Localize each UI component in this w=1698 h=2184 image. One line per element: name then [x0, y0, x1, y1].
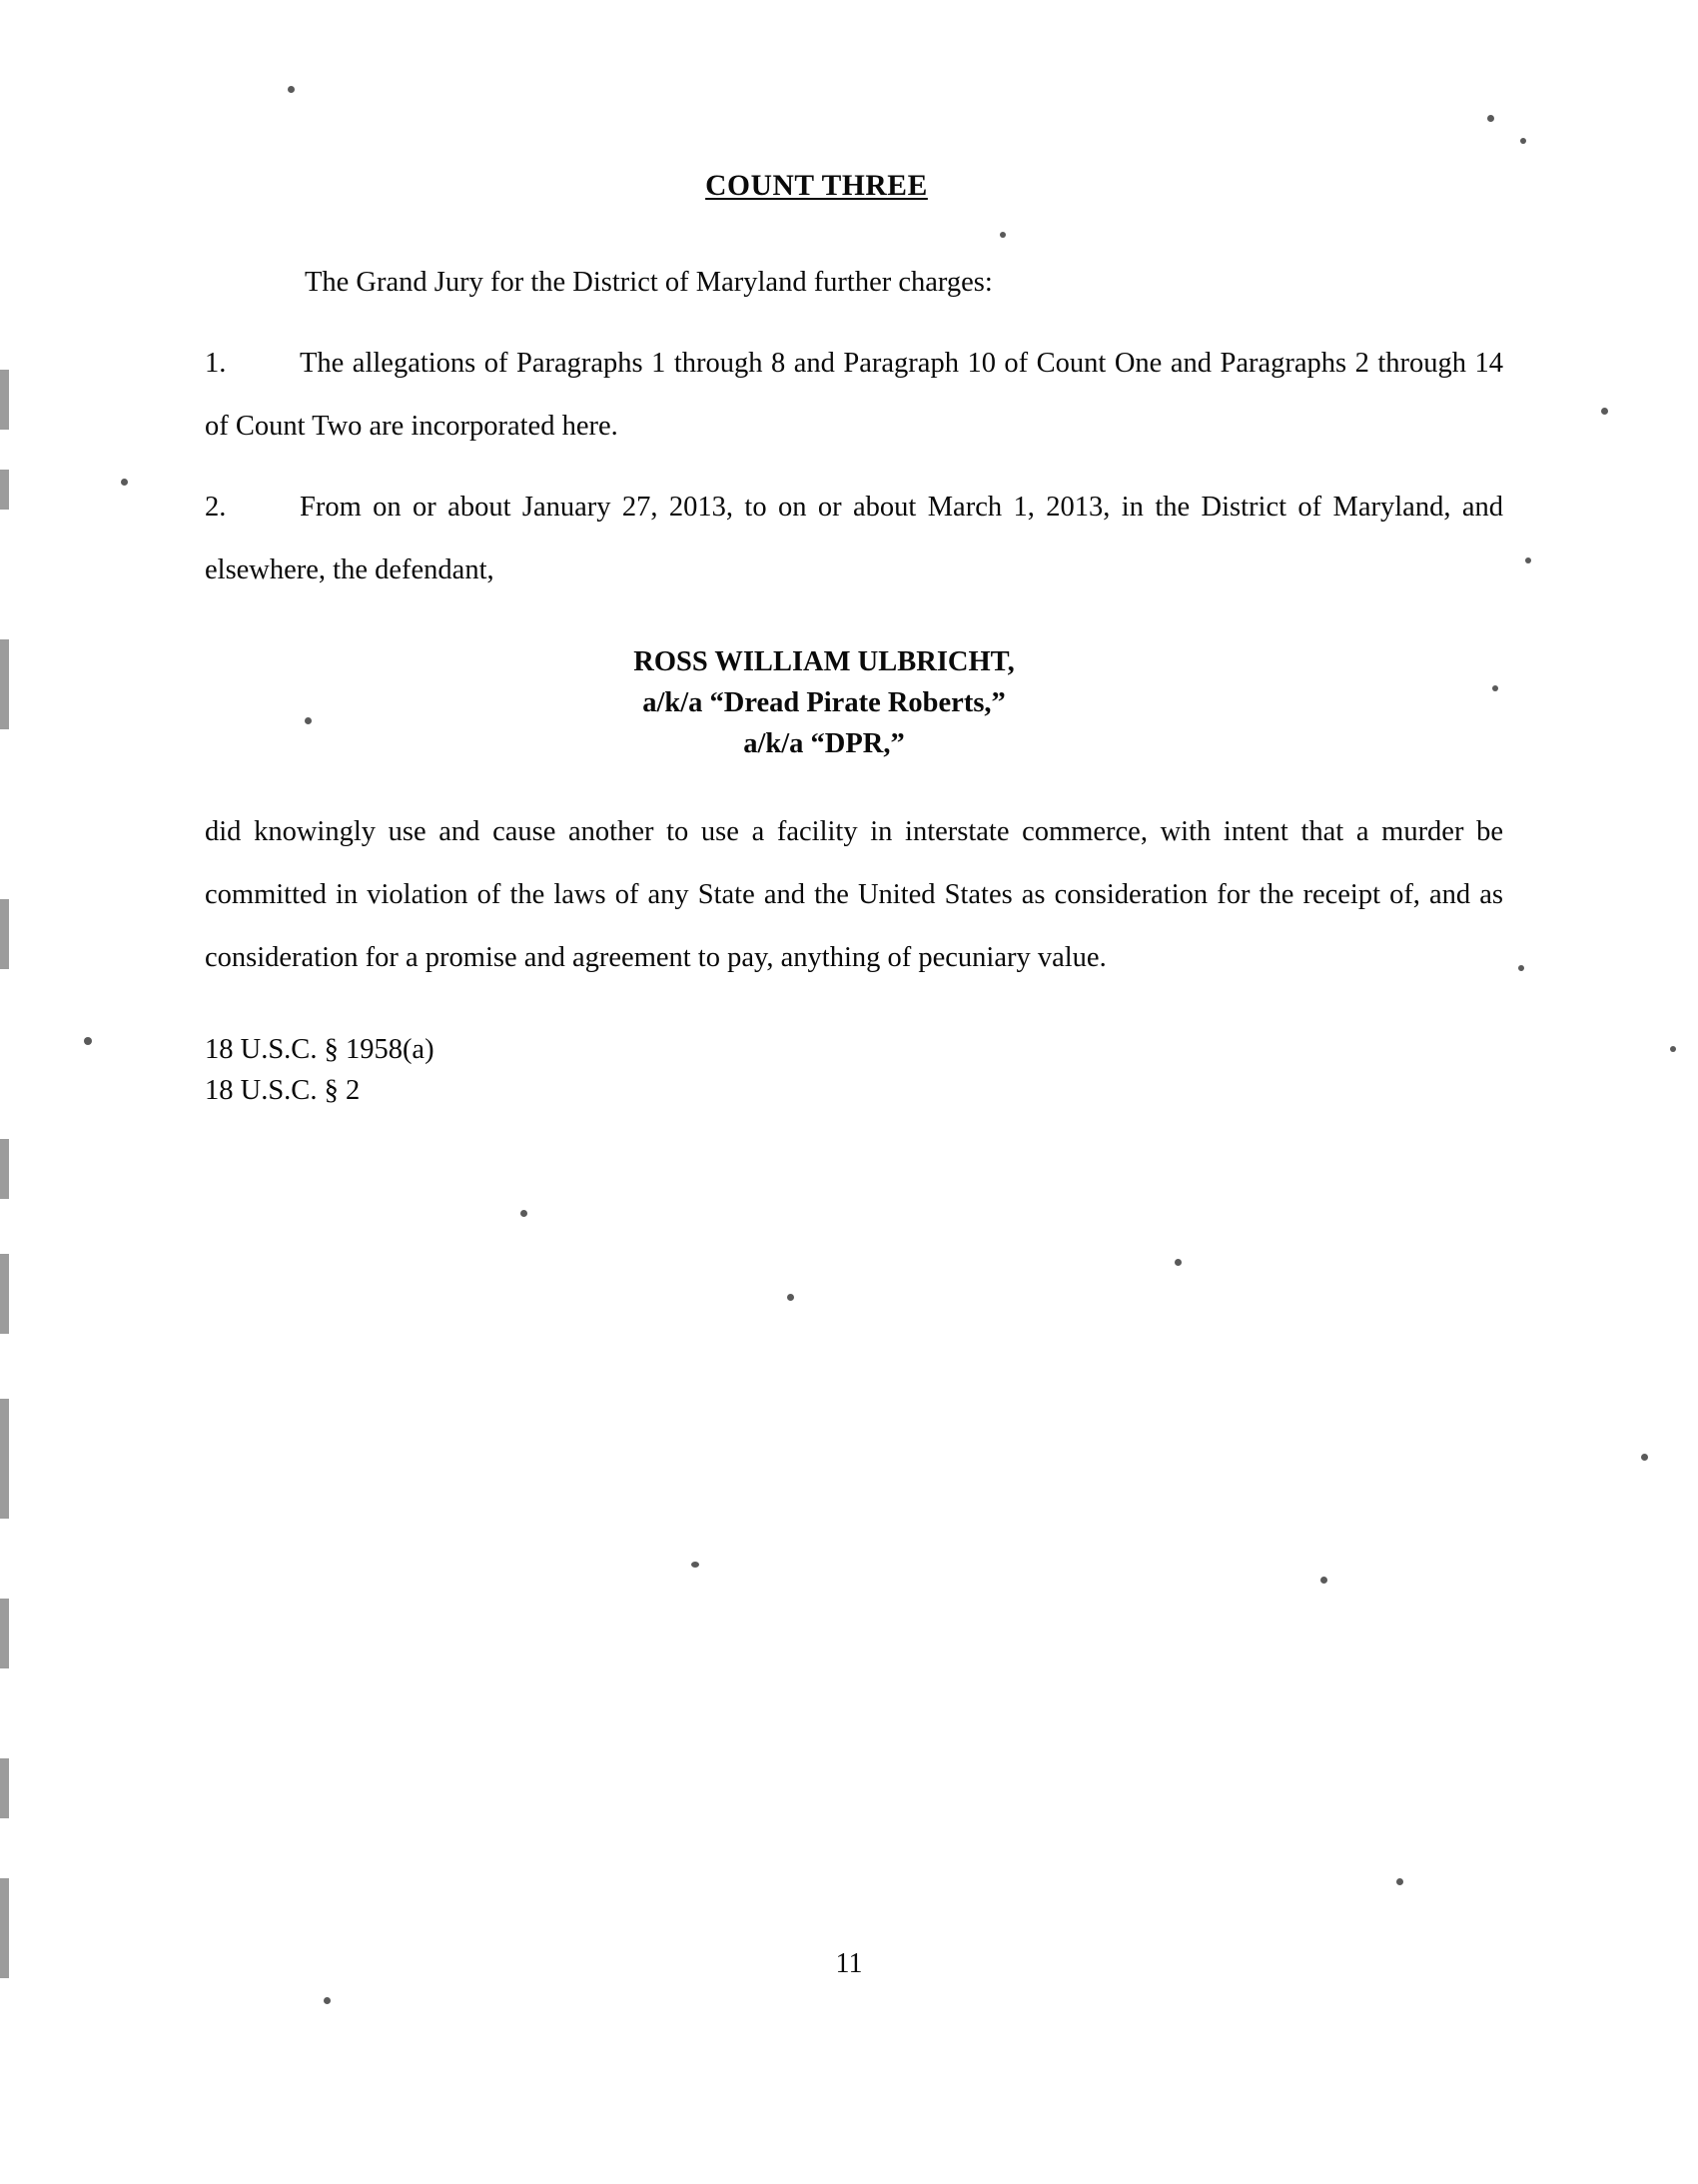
scan-edge-artifact [0, 639, 9, 729]
scan-speck [324, 1997, 331, 2004]
paragraph-2-text: From on or about January 27, 2013, to on or about March 1, 2013, in the District of Maryland, and elsewhere, the defendant, [205, 492, 1503, 585]
scan-edge-artifact [0, 1599, 9, 1668]
scan-edge-artifact [0, 470, 9, 510]
scan-speck [1520, 138, 1526, 144]
scan-speck [691, 1562, 699, 1568]
defendant-alias-1: a/k/a “Dread Pirate Roberts,” [642, 687, 1006, 718]
scan-speck [1518, 965, 1524, 971]
count-heading-text: COUNT THREE [705, 170, 928, 202]
scan-edge-artifact [0, 1254, 9, 1334]
scan-speck [1487, 115, 1494, 122]
defendant-alias-2: a/k/a “DPR,” [743, 728, 905, 759]
scan-edge-artifact [0, 1139, 9, 1199]
scan-edge-artifact [0, 370, 9, 430]
scan-speck [84, 1037, 92, 1045]
paragraph-2 [205, 476, 1503, 601]
statute-citations [205, 1029, 1503, 1111]
statute-citation-1: 18 U.S.C. § 1958(a) [205, 1034, 434, 1065]
scan-speck [1320, 1577, 1327, 1584]
scan-speck [1525, 557, 1531, 563]
statute-citation-2: 18 U.S.C. § 2 [205, 1075, 361, 1106]
scan-edge-artifact [0, 1399, 9, 1519]
scan-speck [1175, 1259, 1182, 1266]
paragraph-2-number: 2. [205, 492, 227, 523]
scan-speck [1641, 1454, 1648, 1461]
scan-edge-artifact [0, 899, 9, 969]
scan-speck [1670, 1046, 1676, 1052]
count-heading [205, 170, 1503, 203]
scan-edge-artifact [0, 1758, 9, 1818]
scan-speck [1601, 408, 1608, 415]
scan-speck [787, 1294, 794, 1301]
grand-jury-intro-paragraph: The Grand Jury for the District of Maryland further charges: [305, 267, 993, 298]
scan-speck [288, 86, 295, 93]
scan-speck [1396, 1878, 1403, 1885]
page-number: 11 [835, 1948, 863, 1979]
paragraph-1 [205, 332, 1503, 458]
scan-speck [121, 479, 128, 486]
defendant-name: ROSS WILLIAM ULBRICHT, [633, 646, 1015, 677]
scan-speck [520, 1210, 527, 1217]
paragraph-1-text: The allegations of Paragraphs 1 through 8 and Paragraph 10 of Count One and Paragraphs 2 through 14 of Count Two are incorporated here. [205, 348, 1503, 442]
charge-body-paragraph: did knowingly use and cause another to use a facility in interstate commerce, with intent that a murder be committed in violation of the laws of any State and the United States as consideration for the receipt of, and as consideration for a promise and agreement to pay, anything of pecuniary value. [205, 816, 1503, 973]
document-body [205, 170, 1503, 1111]
paragraph-1-number: 1. [205, 348, 227, 379]
defendant-block [205, 641, 1503, 764]
